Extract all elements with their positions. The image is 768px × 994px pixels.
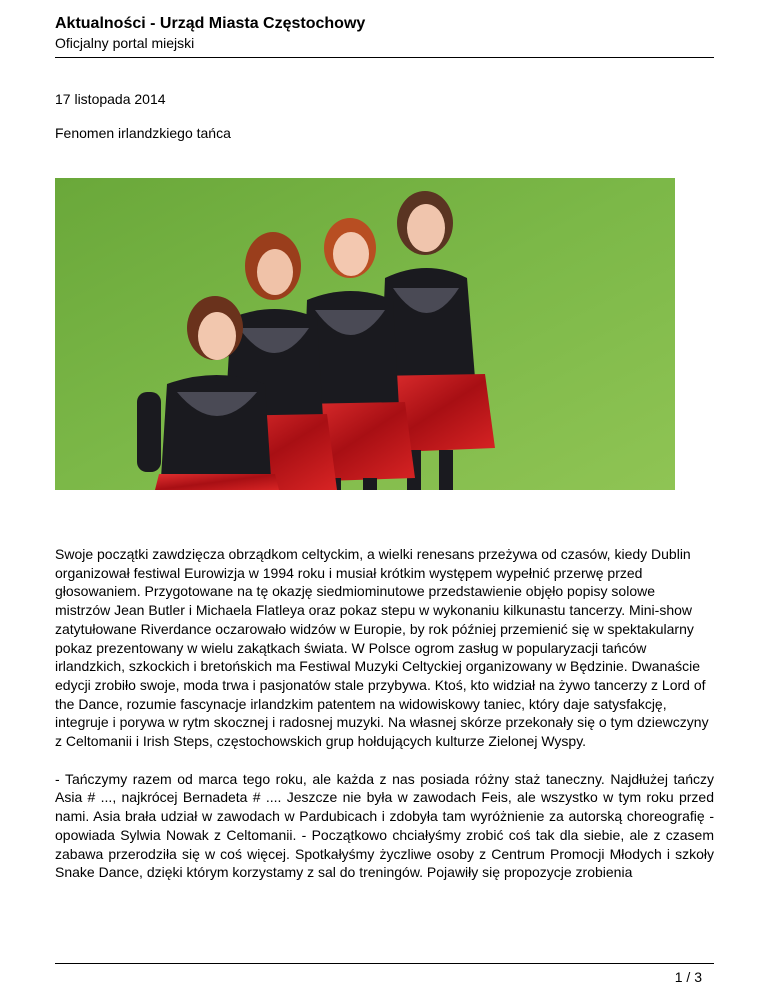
site-title: Aktualności - Urząd Miasta Częstochowy — [55, 15, 366, 32]
dancers-photo-icon — [55, 178, 675, 490]
page-header — [55, 14, 714, 52]
article-date: 17 listopada 2014 — [55, 91, 166, 107]
article-body — [55, 545, 714, 882]
article-paragraph: Swoje początki zawdzięcza obrządkom celtyckim, a wielki renesans przeżywa od czasów, kiedy Dublin organizował festiwal Eurowizja w 1994 roku i musiał krótkim występem wypełnić przerwę przed głosowaniem. Przygotowane na tę okazję siedmiominutowe przedstawienie objęło popisy solowe mistrzów Jean Butler i Michaela Flatleya oraz pokaz stepu w wykonaniu kilkunastu tancerzy. Mini-show zatytułowane Riverdance oczarowało widzów w Europie, by rok później przemienić się w spektakularny pokaz prezentowany w wielu zakątkach świata. W Polsce ogrom zasług w popularyzacji tańców irlandzkich, szkockich i bretońskich ma Festiwal Muzyki Celtyckiej organizowany w Będzinie. Dwanaście edycji zrobiło swoje, moda trwa i pasjonatów stale przybywa. Ktoś, kto widział na żywo tancerzy z Lord of the Dance, rozumie fascynacje irlandzkim patentem na widowiskowy taniec, który daje satysfakcję, integruje i porywa w rytm skocznej i radosnej muzyki. Na własnej skórze przekonały się o tym dziewczyny z Celtomanii i Irish Steps, częstochowskich grup hołdujących kulturze Zielonej Wyspy. — [55, 546, 709, 750]
article-paragraph: - Tańczymy razem od marca tego roku, ale każda z nas posiada różny staż taneczny. Najdłużej tańczy Asia # ..., najkrócej Bernadeta # .... Jeszcze nie była w zawodach Feis, ale wszystko w tym roku przed nami. Asia brała udział w zawodach w Pardubicach i zdobyła tam wyróżnienie za autorską choreografię - opowiada Sylwia Nowak z Celtomanii. - Początkowo chciałyśmy zrobić coś tak dla siebie, ale z czasem zabawa przerodziła się w coś więcej. Spotkałyśmy życzliwe osoby z Centrum Promocji Młodych i szkoły Snake Dance, dzięki którym korzystamy z sal do treningów. Pojawiły się propozycje zrobienia — [55, 770, 714, 881]
article-photo — [55, 178, 675, 490]
page-number: 1 / 3 — [674, 969, 702, 985]
header-divider — [55, 57, 714, 58]
article-title: Fenomen irlandzkiego tańca — [55, 125, 231, 141]
footer-divider — [55, 963, 714, 964]
site-subtitle: Oficjalny portal miejski — [55, 35, 195, 51]
